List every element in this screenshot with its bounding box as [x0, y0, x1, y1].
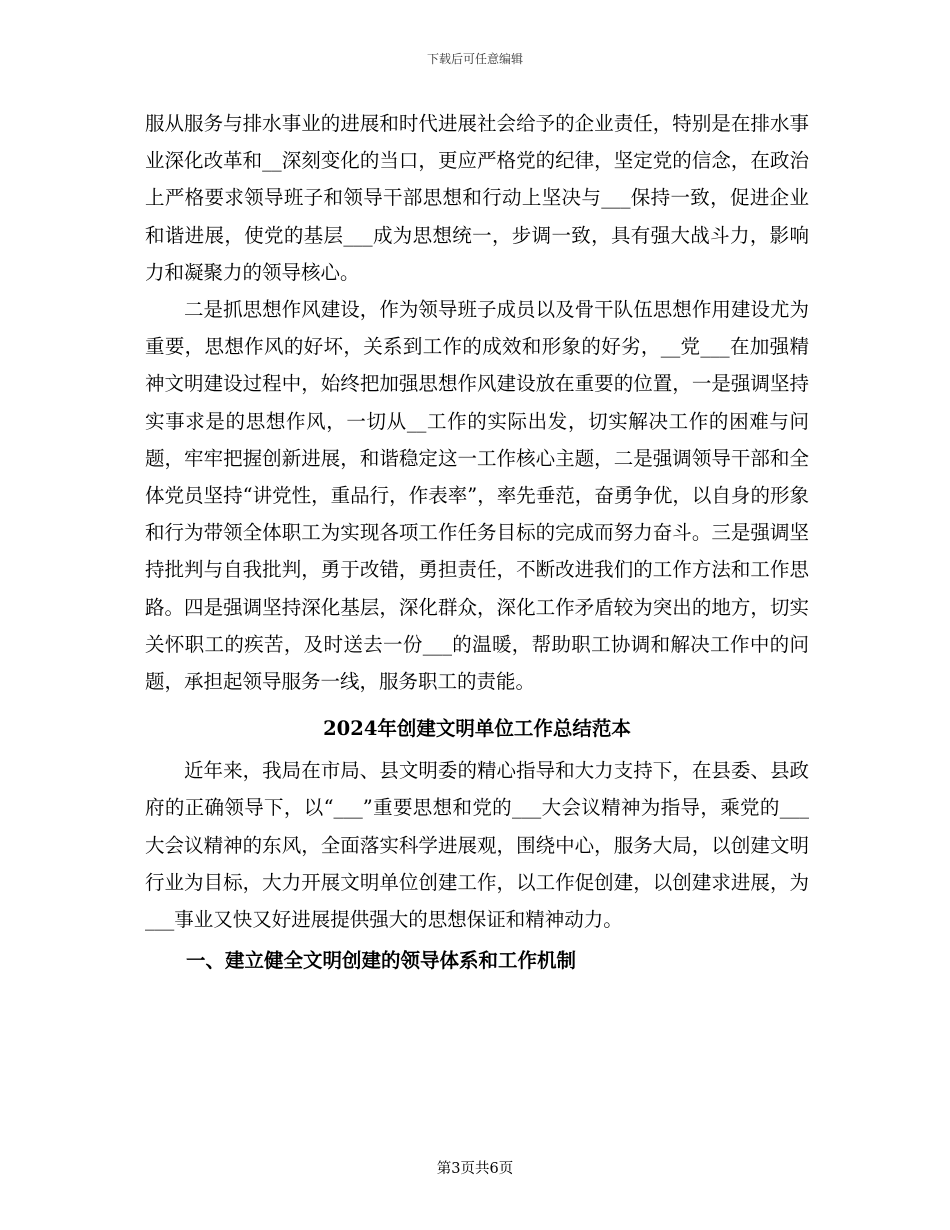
page-footer: 第3页共6页	[436, 1161, 514, 1177]
document-body	[145, 105, 809, 979]
document-title: 2024年创建文明单位工作总结范本	[323, 717, 631, 741]
page-header: 下载后可任意编辑	[426, 52, 523, 66]
body-paragraph-2: 二是抓思想作风建设，作为领导班子成员以及骨干队伍思想作用建设尤为重要，思想作风的好坏，关系到工作的成效和形象的好劣，__党___在加强精神文明建设过程中，始终把加强思想作风建设放在重要的位置，一是强调坚持实事求是的思想作风，一切从__工作的实际出发，切实解决工作的困难与问题，牢牢把握创新进展，和谐稳定这一工作核心主题，二是强调领导干部和全体党员坚持“讲党性，重品行，作表率”，率先垂范，奋勇争优，以自身的形象和行为带领全体职工为实现各项工作任务目标的完成而努力奋斗。三是强调坚持批判与自我批判，勇于改错，勇担责任，不断改进我们的工作方法和工作思路。四是强调坚持深化基层，深化群众，深化工作矛盾较为突出的地方，切实关怀职工的疾苦，及时送去一份___的温暖，帮助职工协调和解决工作中的问题，承担起领导服务一线，服务职工的责能。	[145, 298, 809, 694]
section-heading: 一、建立健全文明创建的领导体系和工作机制	[186, 949, 577, 973]
body-paragraph-1: 服从服务与排水事业的进展和时代进展社会给予的企业责任，特别是在排水事业深化改革和__深刻变化的当口，更应严格党的纪律，坚定党的信念，在政治上严格要求领导班子和领导干部思想和行动上坚决与___保持一致，促进企业和谐进展，使党的基层___成为思想统一，步调一致，具有强大战斗力，影响力和凝聚力的领导核心。	[145, 112, 809, 284]
body-paragraph-3: 近年来，我局在市局、县文明委的精心指导和大力支持下，在县委、县政府的正确领导下，以“___”重要思想和党的___大会议精神为指导，乘党的___大会议精神的东风，全面落实科学进展观，围绕中心，服务大局，以创建文明行业为目标，大力开展文明单位创建工作，以工作促创建，以创建求进展，为___事业又快又好进展提供强大的思想保证和精神动力。	[145, 759, 809, 932]
